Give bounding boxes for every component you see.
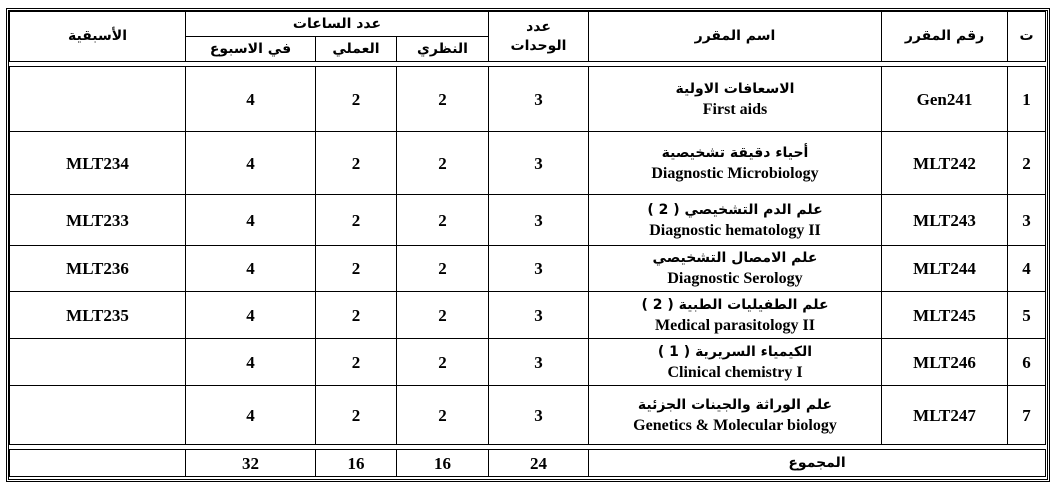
totals-theory: 16 [397, 450, 489, 477]
row-name-en: Medical parasitology II [655, 316, 815, 334]
row-units: 3 [489, 67, 589, 132]
totals-prereq [10, 450, 186, 477]
header-units [489, 12, 589, 62]
row-name [589, 132, 882, 195]
row-theory: 2 [397, 292, 489, 339]
row-code: MLT245 [882, 292, 1008, 339]
row-prereq: MLT233 [10, 195, 186, 246]
table-row [10, 339, 1046, 386]
row-prereq [10, 339, 186, 386]
row-code: MLT243 [882, 195, 1008, 246]
header-weekly: في الاسبوع [186, 37, 316, 62]
row-theory: 2 [397, 195, 489, 246]
row-name [589, 67, 882, 132]
header-name: اسم المقرر [589, 12, 882, 62]
row-code: MLT247 [882, 386, 1008, 445]
row-index: 6 [1008, 339, 1046, 386]
header-code: رقم المقرر [882, 12, 1008, 62]
row-practical: 2 [316, 67, 397, 132]
row-theory: 2 [397, 339, 489, 386]
row-weekly: 4 [186, 292, 316, 339]
row-practical: 2 [316, 386, 397, 445]
row-name [589, 195, 882, 246]
row-name-ar: علم الوراثة والجينات الجزئية [637, 396, 833, 413]
row-index: 7 [1008, 386, 1046, 445]
row-index: 2 [1008, 132, 1046, 195]
row-units: 3 [489, 195, 589, 246]
totals-row [10, 450, 1046, 477]
row-name-en: Diagnostic Microbiology [651, 164, 819, 182]
row-practical: 2 [316, 246, 397, 292]
row-index: 4 [1008, 246, 1046, 292]
row-practical: 2 [316, 339, 397, 386]
row-code: MLT244 [882, 246, 1008, 292]
header-hours: عدد الساعات [186, 12, 489, 37]
row-prereq: MLT234 [10, 132, 186, 195]
row-theory: 2 [397, 386, 489, 445]
row-theory: 2 [397, 67, 489, 132]
header-prereq: الأسبقية [10, 12, 186, 62]
row-name-en: Diagnostic hematology II [649, 221, 821, 239]
row-theory: 2 [397, 132, 489, 195]
table-row [10, 292, 1046, 339]
totals-units: 24 [489, 450, 589, 477]
row-weekly: 4 [186, 246, 316, 292]
row-units: 3 [489, 292, 589, 339]
course-table [9, 11, 1046, 477]
row-weekly: 4 [186, 386, 316, 445]
table-row [10, 195, 1046, 246]
row-prereq [10, 386, 186, 445]
row-prereq: MLT236 [10, 246, 186, 292]
row-weekly: 4 [186, 132, 316, 195]
header-index: ت [1008, 12, 1046, 62]
row-practical: 2 [316, 132, 397, 195]
table-row [10, 246, 1046, 292]
row-index: 5 [1008, 292, 1046, 339]
row-theory: 2 [397, 246, 489, 292]
row-name-ar: الاسعافات الاولية [675, 80, 795, 97]
table-row [10, 67, 1046, 132]
header-practical: العملي [316, 37, 397, 62]
row-weekly: 4 [186, 339, 316, 386]
row-weekly: 4 [186, 195, 316, 246]
row-code: MLT246 [882, 339, 1008, 386]
row-name [589, 292, 882, 339]
row-prereq: MLT235 [10, 292, 186, 339]
row-index: 3 [1008, 195, 1046, 246]
table-row [10, 386, 1046, 445]
header-units-line2: الوحدات [510, 37, 567, 54]
table-row [10, 132, 1046, 195]
row-name [589, 386, 882, 445]
row-units: 3 [489, 246, 589, 292]
row-name-ar: أحياء دقيقة تشخيصية [661, 144, 809, 161]
row-units: 3 [489, 339, 589, 386]
row-name-en: First aids [702, 100, 768, 118]
row-code: Gen241 [882, 67, 1008, 132]
row-name [589, 246, 882, 292]
row-practical: 2 [316, 292, 397, 339]
row-prereq [10, 67, 186, 132]
header-units-line1: عدد [526, 18, 551, 35]
row-name-en: Clinical chemistry I [667, 363, 803, 381]
row-name-ar: علم الدم التشخيصي ( 2 ) [647, 201, 823, 218]
header-theory: النظري [397, 37, 489, 62]
row-name-ar: علم الامصال التشخيصي [652, 250, 818, 266]
row-name-ar: الكيمياء السريرية ( 1 ) [657, 343, 813, 360]
row-name [589, 339, 882, 386]
row-name-en: Genetics & Molecular biology [633, 416, 837, 434]
totals-practical: 16 [316, 450, 397, 477]
row-name-ar: علم الطفيليات الطبية ( 2 ) [641, 296, 829, 313]
row-code: MLT242 [882, 132, 1008, 195]
row-weekly: 4 [186, 67, 316, 132]
totals-label: المجموع [589, 450, 1046, 477]
row-units: 3 [489, 386, 589, 445]
row-practical: 2 [316, 195, 397, 246]
row-name-en: Diagnostic Serology [667, 270, 803, 287]
totals-weekly: 32 [186, 450, 316, 477]
row-index: 1 [1008, 67, 1046, 132]
row-units: 3 [489, 132, 589, 195]
